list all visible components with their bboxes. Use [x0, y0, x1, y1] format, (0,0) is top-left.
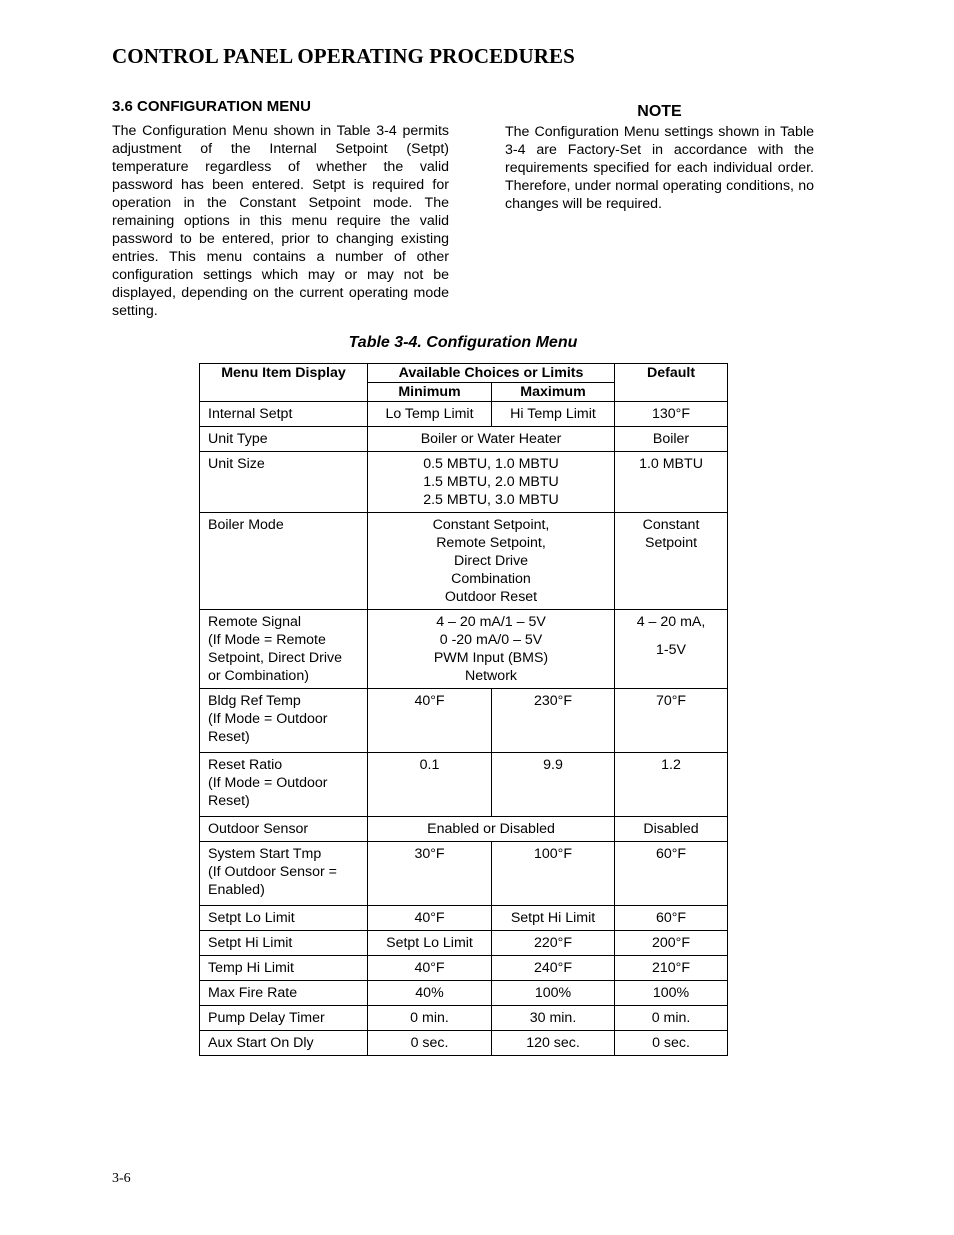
- default-text: 4 – 20 mA,: [636, 614, 706, 630]
- menu-item-text: Setpt Hi Limit: [208, 935, 293, 951]
- menu-item-text: Setpt Lo Limit: [208, 910, 295, 926]
- menu-item-text: Enabled): [208, 882, 265, 898]
- default-cell: [615, 817, 728, 842]
- choice-text: 0.5 MBTU, 1.0 MBTU: [423, 456, 559, 472]
- default-text: 200°F: [652, 935, 691, 951]
- menu-item-cell: [200, 1031, 368, 1056]
- menu-item-cell: [200, 842, 368, 906]
- choice-text: Remote Setpoint,: [436, 535, 546, 551]
- maximum-cell: Setpt Hi Limit: [492, 906, 615, 931]
- minimum-cell: 30°F: [368, 842, 492, 906]
- table-row: [200, 956, 728, 981]
- menu-item-text: (If Outdoor Sensor =: [208, 864, 337, 880]
- minimum-cell: 0 min.: [368, 1006, 492, 1031]
- menu-item-cell: [200, 906, 368, 931]
- maximum-cell: 100°F: [492, 842, 615, 906]
- menu-item-text: Boiler Mode: [208, 517, 284, 533]
- note-body: The Configuration Menu settings shown in Table 3-4 are Factory-Set in accordance with the requirements specified for each individual order. Therefore, under normal operating conditions, no changes will be required.: [505, 124, 814, 212]
- default-cell: [615, 753, 728, 817]
- menu-item-text: Reset): [208, 729, 250, 745]
- minimum-cell: 0.1: [368, 753, 492, 817]
- default-cell: [615, 1031, 728, 1056]
- menu-item-cell: [200, 931, 368, 956]
- table-row: [200, 689, 728, 753]
- maximum-cell: 9.9: [492, 753, 615, 817]
- menu-item-text: Setpoint, Direct Drive: [208, 650, 343, 666]
- table-row: [200, 753, 728, 817]
- menu-item-text: Bldg Ref Temp: [208, 693, 301, 709]
- default-text: 60°F: [655, 910, 687, 926]
- choice-text: Boiler or Water Heater: [420, 431, 562, 447]
- configuration-menu-table: [199, 363, 728, 1056]
- table-row: [200, 1031, 728, 1056]
- default-cell: [615, 956, 728, 981]
- default-text: Setpoint: [644, 535, 698, 551]
- choice-text: Constant Setpoint,: [432, 517, 550, 533]
- menu-item-text: Reset): [208, 793, 250, 809]
- menu-item-cell: [200, 817, 368, 842]
- menu-item-cell: [200, 753, 368, 817]
- menu-item-text: Remote Signal: [208, 614, 302, 630]
- default-text: Boiler: [652, 431, 690, 447]
- table-row: [200, 610, 728, 689]
- available-choices-cell: [368, 427, 615, 452]
- menu-item-text: or Combination): [208, 668, 309, 684]
- available-choices-cell: [368, 513, 615, 610]
- menu-item-text: (If Mode = Outdoor: [208, 775, 328, 791]
- maximum-cell: Hi Temp Limit: [492, 402, 615, 427]
- minimum-cell: 40°F: [368, 906, 492, 931]
- table-row: [200, 1006, 728, 1031]
- header-available-choices: Available Choices or Limits: [368, 364, 615, 383]
- menu-item-cell: [200, 402, 368, 427]
- default-text: 1-5V: [656, 642, 686, 658]
- default-cell: [615, 1006, 728, 1031]
- choice-text: 4 – 20 mA/1 – 5V: [436, 614, 546, 630]
- default-cell: [615, 513, 728, 610]
- menu-item-text: Internal Setpt: [208, 406, 293, 422]
- maximum-cell: 100%: [492, 981, 615, 1006]
- default-text: Constant: [642, 517, 700, 533]
- default-text: 1.0 MBTU: [639, 456, 703, 472]
- header-minimum: Minimum: [368, 383, 492, 402]
- note-box: [505, 102, 814, 213]
- available-choices-cell: [368, 452, 615, 513]
- minimum-cell: Lo Temp Limit: [368, 402, 492, 427]
- default-text: 130°F: [652, 406, 691, 422]
- menu-item-text: Max Fire Rate: [208, 985, 298, 1001]
- maximum-cell: 220°F: [492, 931, 615, 956]
- table-row: [200, 842, 728, 906]
- default-text: 210°F: [652, 960, 691, 976]
- menu-item-text: Temp Hi Limit: [208, 960, 294, 976]
- choice-text: 2.5 MBTU, 3.0 MBTU: [423, 492, 559, 508]
- default-cell: [615, 452, 728, 513]
- menu-item-text: (If Mode = Outdoor: [208, 711, 328, 727]
- default-text: 0 sec.: [652, 1035, 690, 1051]
- section-body: The Configuration Menu shown in Table 3-4 permits adjustment of the Internal Setpoint (Setpt) temperature regardless of whether the valid password has been entered. Setpt is required for operation in the Constant Setpoint mode. The remaining options in this menu require the valid password to be entered, prior to changing existing entries. This menu contains a number of other configuration settings which may or may not be displayed, depending on the current operating mode setting.: [112, 123, 449, 319]
- menu-item-text: (If Mode = Remote: [208, 632, 326, 648]
- table-row: [200, 452, 728, 513]
- default-cell: [615, 402, 728, 427]
- table-body: [200, 402, 728, 1056]
- default-text: 100%: [652, 985, 690, 1001]
- default-cell: [615, 427, 728, 452]
- menu-item-text: Reset Ratio: [208, 757, 283, 773]
- minimum-cell: 0 sec.: [368, 1031, 492, 1056]
- minimum-cell: 40%: [368, 981, 492, 1006]
- table-row: [200, 402, 728, 427]
- header-menu-item-display: Menu Item Display: [200, 364, 368, 402]
- menu-item-text: Pump Delay Timer: [208, 1010, 325, 1026]
- menu-item-text: Unit Type: [208, 431, 268, 447]
- default-text: 70°F: [655, 693, 687, 709]
- section-column: [112, 97, 449, 320]
- table-row: [200, 427, 728, 452]
- choice-text: Outdoor Reset: [444, 589, 538, 605]
- menu-item-cell: [200, 610, 368, 689]
- menu-item-cell: [200, 956, 368, 981]
- note-heading: NOTE: [637, 103, 682, 120]
- table-row: [200, 817, 728, 842]
- maximum-cell: 230°F: [492, 689, 615, 753]
- maximum-cell: 120 sec.: [492, 1031, 615, 1056]
- table-row: [200, 931, 728, 956]
- available-choices-cell: [368, 817, 615, 842]
- default-text: 1.2: [661, 757, 681, 773]
- line-gap: [619, 631, 723, 641]
- default-cell: [615, 689, 728, 753]
- maximum-cell: 30 min.: [492, 1006, 615, 1031]
- header-default: Default: [615, 364, 728, 402]
- menu-item-cell: [200, 427, 368, 452]
- table-row: [200, 513, 728, 610]
- choice-text: Enabled or Disabled: [427, 821, 555, 837]
- default-cell: [615, 842, 728, 906]
- choice-text: Combination: [451, 571, 531, 587]
- default-cell: [615, 981, 728, 1006]
- choice-text: PWM Input (BMS): [433, 650, 549, 666]
- default-cell: [615, 610, 728, 689]
- menu-item-text: Unit Size: [208, 456, 265, 472]
- table-caption: Table 3-4. Configuration Menu: [348, 334, 578, 351]
- minimum-cell: 40°F: [368, 689, 492, 753]
- header-maximum: Maximum: [492, 383, 615, 402]
- choice-text: Network: [464, 668, 518, 684]
- choice-text: 0 -20 mA/0 – 5V: [439, 632, 543, 648]
- choice-text: Direct Drive: [453, 553, 529, 569]
- minimum-cell: Setpt Lo Limit: [368, 931, 492, 956]
- choice-text: 1.5 MBTU, 2.0 MBTU: [423, 474, 559, 490]
- default-text: 60°F: [655, 846, 687, 862]
- default-cell: [615, 906, 728, 931]
- default-text: 0 min.: [651, 1010, 691, 1026]
- menu-item-cell: [200, 452, 368, 513]
- table-row: [200, 906, 728, 931]
- page-title: CONTROL PANEL OPERATING PROCEDURES: [112, 44, 575, 68]
- table-row: [200, 981, 728, 1006]
- default-text: Disabled: [643, 821, 699, 837]
- minimum-cell: 40°F: [368, 956, 492, 981]
- available-choices-cell: [368, 610, 615, 689]
- page-number: 3-6: [112, 1171, 131, 1186]
- default-cell: [615, 931, 728, 956]
- menu-item-text: Aux Start On Dly: [208, 1035, 314, 1051]
- menu-item-cell: [200, 689, 368, 753]
- menu-item-cell: [200, 513, 368, 610]
- maximum-cell: 240°F: [492, 956, 615, 981]
- menu-item-text: System Start Tmp: [208, 846, 322, 862]
- menu-item-cell: [200, 1006, 368, 1031]
- menu-item-cell: [200, 981, 368, 1006]
- menu-item-text: Outdoor Sensor: [208, 821, 309, 837]
- section-heading: 3.6 CONFIGURATION MENU: [112, 98, 311, 115]
